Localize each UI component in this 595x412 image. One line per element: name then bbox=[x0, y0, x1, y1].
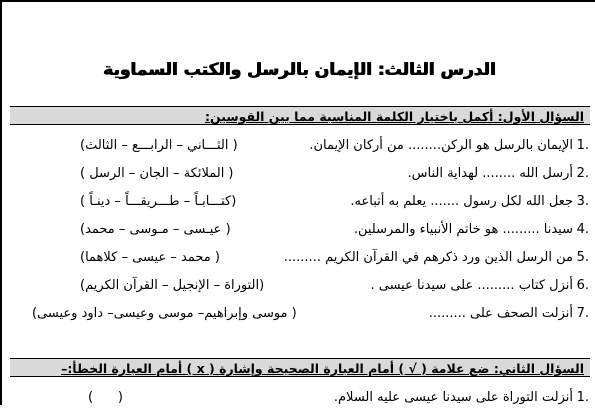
item-number: 3. bbox=[576, 194, 589, 209]
item-options: ( الثـــاني – الرابـــع – الثالث) bbox=[80, 138, 238, 153]
item-statement: أرسل الله ........ لهداية الناس. bbox=[407, 166, 573, 181]
item-options: (كتـــابـاً – طـــريقـــاً – دينـاً ) bbox=[80, 194, 237, 209]
question-1-item-6 bbox=[2, 278, 595, 300]
item-number: 1. bbox=[576, 390, 589, 405]
question-1-header-text: السؤال الأول: أكمل باختيار الكلمة المناسبة مما بين القوسين: bbox=[204, 109, 584, 124]
item-number: 5. bbox=[576, 250, 589, 265]
item-statement: الإيمان بالرسل هو الركن........ من أركان الإيمان. bbox=[309, 138, 573, 153]
item-statement: من الرسل الذين ورد ذكرهم في القرآن الكريم ......... bbox=[283, 250, 573, 265]
item-options: ( عيـسى – مـوسى – محمد) bbox=[80, 222, 231, 237]
item-number: 4. bbox=[576, 222, 589, 237]
item-statement: أنزل كتاب ......... على سيدنا عيسى . bbox=[370, 278, 573, 293]
question-1-header bbox=[10, 106, 590, 125]
question-2-header bbox=[10, 358, 590, 377]
answer-box[interactable]: ( ) bbox=[88, 390, 123, 405]
question-1-item-1 bbox=[2, 138, 595, 160]
question-2-item-1 bbox=[2, 390, 595, 412]
item-options: ( موسى وإبراهيم– موسى وعيسى– داود وعيسى) bbox=[32, 306, 297, 321]
question-1-item-2 bbox=[2, 166, 595, 188]
item-statement: أنزلت التوراة على سيدنا عيسى عليه السلام. bbox=[333, 390, 573, 405]
item-statement: سيدنا ......... هو خاتم الأنبياء والمرسلين. bbox=[353, 222, 573, 237]
item-options: ( الملائكة – الجان – الرسل ) bbox=[80, 166, 234, 181]
item-statement: أنزلت الصحف على ......... bbox=[428, 306, 573, 321]
question-1-item-5 bbox=[2, 250, 595, 272]
item-number: 2. bbox=[576, 166, 589, 181]
item-number: 6. bbox=[576, 278, 589, 293]
item-options: ( محمد – عيسى – كلاهما) bbox=[80, 250, 220, 265]
question-1-item-3 bbox=[2, 194, 595, 216]
item-statement: جعل الله لكل رسول ....... يعلم به أتباعه. bbox=[350, 194, 573, 209]
question-1-item-7 bbox=[2, 306, 595, 328]
item-options: (التوراة – الإنجيل – القرآن الكريم) bbox=[80, 278, 265, 293]
item-number: 1. bbox=[576, 138, 589, 153]
lesson-title: الدرس الثالث: الإيمان بالرسل والكتب السماوية bbox=[103, 60, 496, 80]
question-2-header-text: السؤال الثاني: ضع علامة ( √ ) أمام العبارة الصحيحة وإشارة ( x ) أمام العبارة الخطأ:– bbox=[61, 361, 584, 376]
item-number: 7. bbox=[576, 306, 589, 321]
question-1-item-4 bbox=[2, 222, 595, 244]
